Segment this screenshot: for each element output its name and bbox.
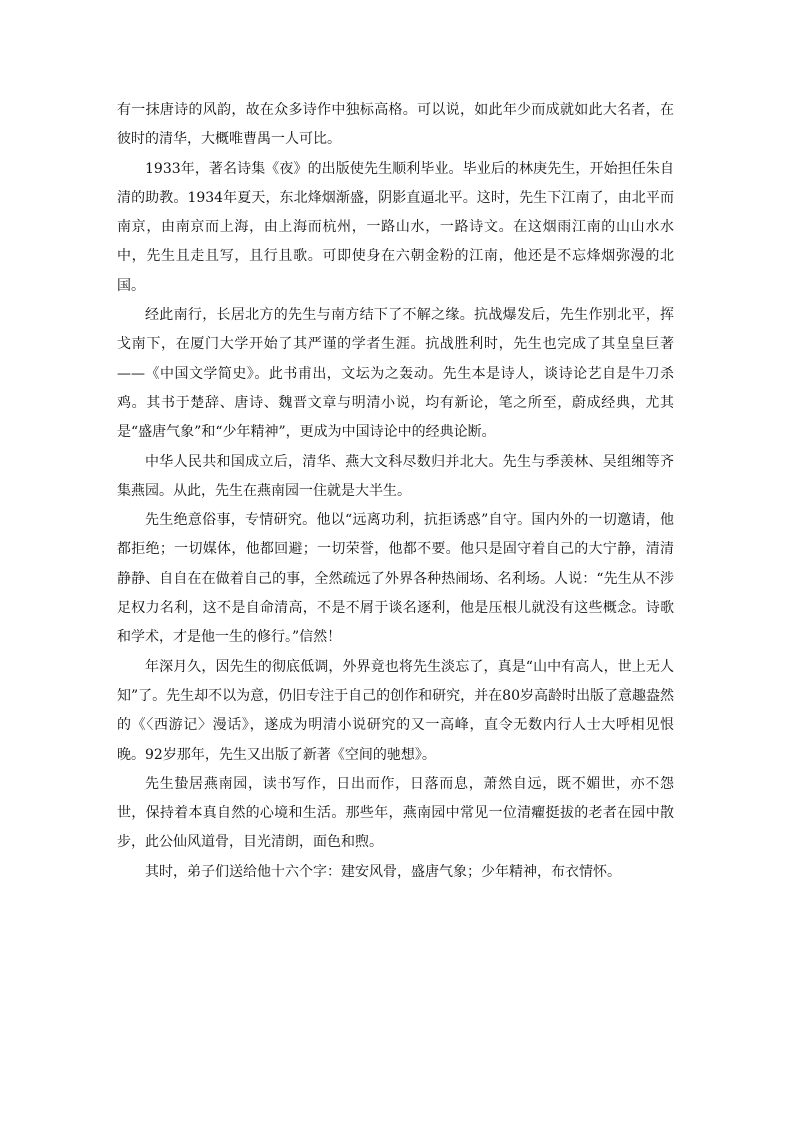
paragraph-2: 1933年，著名诗集《夜》的出版使先生顺利毕业。毕业后的林庚先生，开始担任朱自清的助教。1934年夏天，东北烽烟渐盛，阴影直逼北平。这时，先生下江南了，由北平而南京，由南京而上海，由上海而杭州，一路山水，一路诗文。在这烟雨江南的山山水水中，先生且走且写，且行且歌。可即使身在六朝金粉的江南，他还是不忘烽烟弥漫的北国。 <box>117 160 674 294</box>
paragraph-6: 年深月久，因先生的彻底低调，外界竟也将先生淡忘了，真是“山中有高人，世上无人知”了。先生却不以为意，仍旧专注于自己的创作和研究，并在80岁高龄时出版了意趣盎然的《〈西游记〉漫话》，遂成为明清小说研究的又一高峰，直令无数内行人士大呼相见恨晚。92岁那年，先生又出版了新著《空间的驰想》。 <box>117 658 674 763</box>
paragraph-5: 先生绝意俗事，专情研究。他以“远离功利，抗拒诱惑”自守。国内外的一切邀请，他都拒绝；一切媒体，他都回避；一切荣誉，他都不要。他只是固守着自己的大宁静，清清静静、自自在在做着自己的事，全然疏远了外界各种热闹场、名利场。人说：“先生从不涉足权力名利，这不是自命清高，不是不屑于谈名逐利，他是压根儿就没有这些概念。诗歌和学术，才是他一生的修行。”信然！ <box>117 512 674 646</box>
paragraph-4: 中华人民共和国成立后，清华、燕大文科尽数归并北大。先生与季羡林、吴组缃等齐集燕园。从此，先生在燕南园一住就是大半生。 <box>117 453 674 499</box>
paragraph-7: 先生蛰居燕南园，读书写作，日出而作，日落而息，萧然自远，既不媚世，亦不怨世，保持着本真自然的心境和生活。那些年，燕南园中常见一位清癯挺拔的老者在园中散步，此公仙风道骨，目光清朗，面色和煦。 <box>117 775 674 851</box>
paragraph-8: 其时，弟子们送给他十六个字：建安风骨，盛唐气象；少年精神，布衣情怀。 <box>145 863 621 880</box>
article-body <box>117 96 674 887</box>
paragraph-3: 经此南行，长居北方的先生与南方结下了不解之缘。抗战爆发后，先生作别北平，挥戈南下，在厦门大学开始了其严谨的学者生涯。抗战胜利时，先生也完成了其皇皇巨著——《中国文学简史》。此书甫出，文坛为之轰动。先生本是诗人，谈诗论艺自是牛刀杀鸡。其书于楚辞、唐诗、魏晋文章与明清小说，均有新论，笔之所至，蔚成经典，尤其是“盛唐气象”和“少年精神”，更成为中国诗论中的经典论断。 <box>117 307 674 441</box>
paragraph-1: 有一抹唐诗的风韵，故在众多诗作中独标高格。可以说，如此年少而成就如此大名者，在彼时的清华，大概唯曹禺一人可比。 <box>117 102 674 148</box>
